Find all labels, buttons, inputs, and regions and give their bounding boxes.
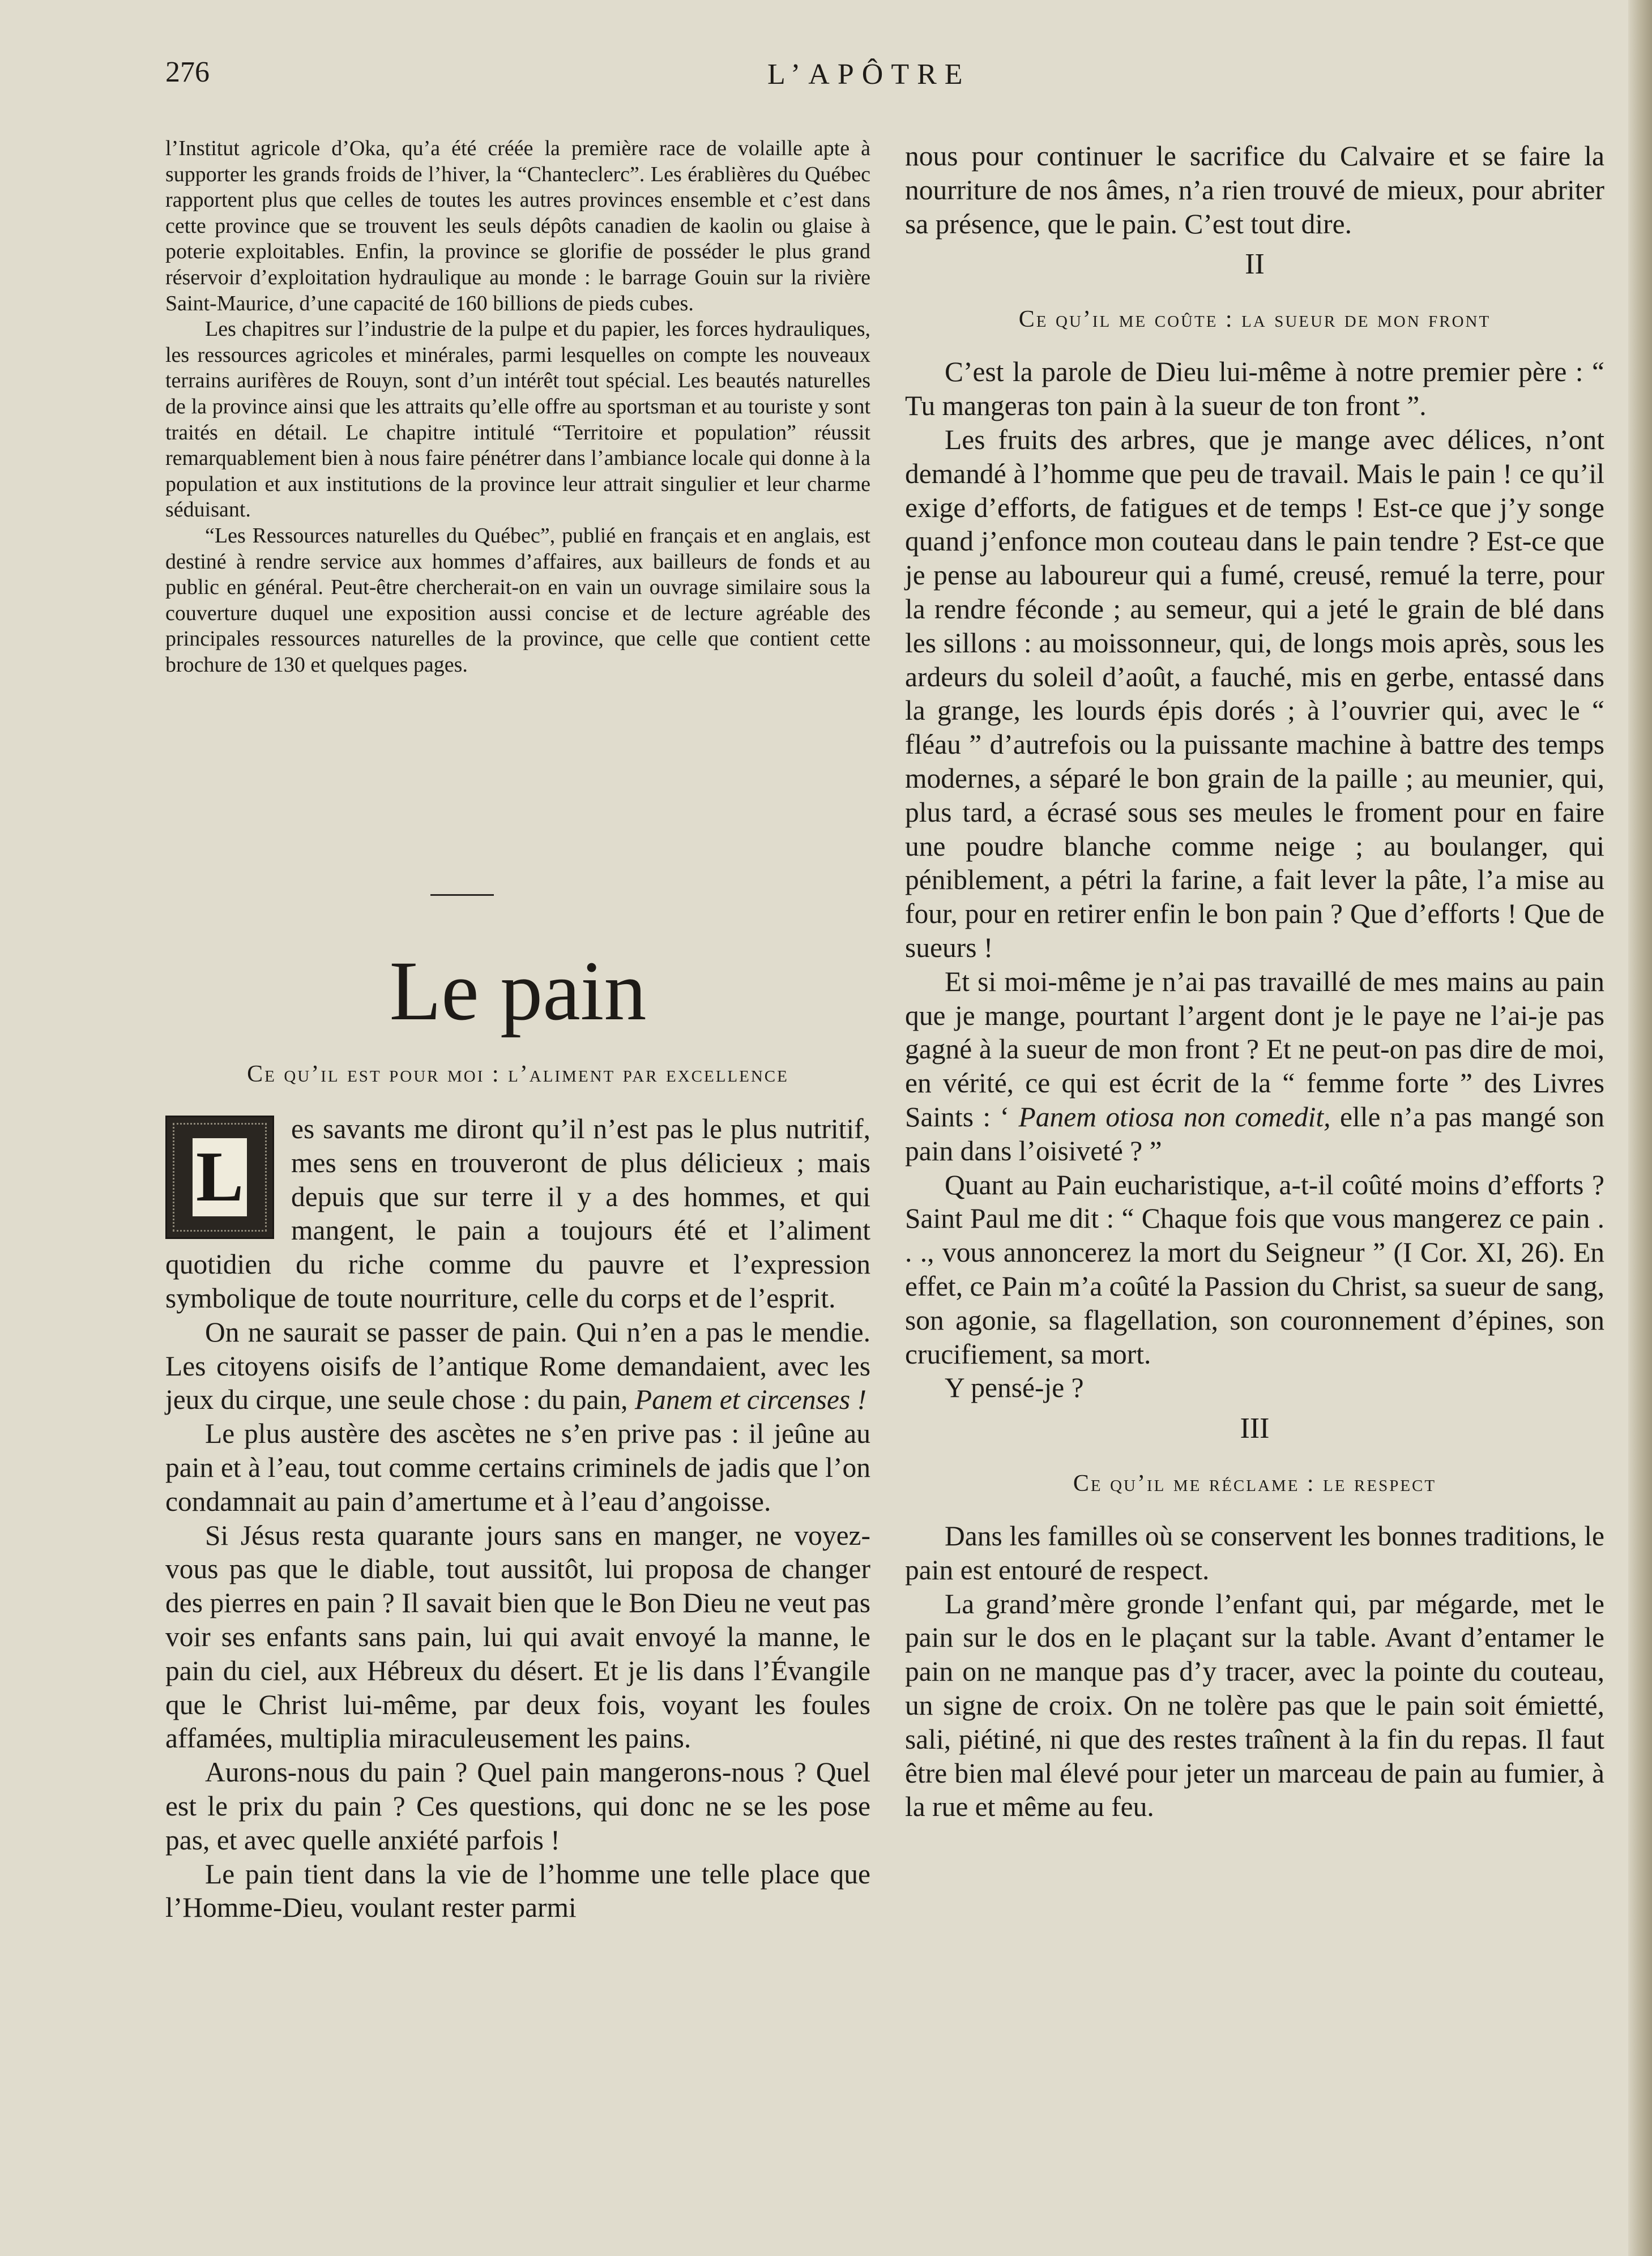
dropcap-ornament — [165, 1116, 274, 1239]
paragraph: Si Jésus resta quarante jours sans en manger, ne voyez-vous pas que le diable, tout aussitôt, lui proposa de changer des pierres en pain ? Il savait bien que le Bon Dieu ne veut pas voir ses enfants sans pain, lui qui avait envoyé la manne, le pain du ciel, aux Hébreux du désert. Et je lis dans l’Évangile que le Christ lui-même, par deux fois, voyant les foules affamées, multiplia miraculeusement les pains. — [165, 1519, 870, 1754]
article-title: Le pain — [389, 944, 647, 1038]
separator-rule — [430, 894, 494, 896]
paragraph: Dans les familles où se conservent les bonnes traditions, le pain est entouré de respect. — [905, 1520, 1604, 1586]
paragraph: Le pain tient dans la vie de l’homme une telle place que l’Homme-Dieu, voulant rester parmi — [165, 1858, 870, 1924]
paragraph: l’Institut agricole d’Oka, qu’a été créée la première race de volaille apte à supporter les grands froids de l’hiver, la “Chanteclerc”. Les érablières du Québec rapportent plus que celles de toutes les autres provinces ensemble et c’est dans cette province que se trouvent les seuls dépôts canadien de kaolin ou glaise à poterie exploitables. Enfin, la province se glorifie de posséder le plus grand réservoir d’exploitation hydraulique au monde : le barrage Gouin sur la rivière Saint-Maurice, d’une capacité de 160 billions de pieds cubes. — [165, 136, 870, 315]
paragraph: “Les Ressources naturelles du Québec”, publié en français et en anglais, est destiné à rendre service aux hommes d’affaires, aux bailleurs de fonds et au public en général. Peut-être chercherait-on en vain un ouvrage similaire sous la couverture duquel une exposition aussi concise et de lecture agréable des principales ressources naturelles de la province, que celle que contient cette brochure de 130 et quelques pages. — [165, 523, 870, 677]
paragraph: Aurons-nous du pain ? Quel pain mangerons-nous ? Quel est le prix du pain ? Ces questions, qui donc ne se les pose pas, et avec quelle anxiété parfois ! — [165, 1757, 870, 1856]
dropcap-letter: L — [193, 1138, 247, 1216]
paragraph: nous pour continuer le sacrifice du Calvaire et se faire la nourriture de nos âmes, n’a rien trouvé de mieux, pour abriter sa présence, que le pain. C’est tout dire. — [905, 140, 1604, 240]
article-left-column — [165, 1059, 870, 1925]
first-paragraph — [165, 1112, 870, 1315]
paragraph: Les fruits des arbres, que je mange avec délices, n’ont demandé à l’homme que peu de travail. Mais le pain ! ce qu’il exige d’efforts, de fatigues et de temps ! Est-ce que j’y songe quand j’enfonce mon couteau dans le pain tendre ? Est-ce que je pense au laboureur qui a fumé, creusé, remué la terre, pour la rendre féconde ; au semeur, qui a jeté le grain de blé dans les sillons : au moissonneur, qui, de longs mois après, sous les ardeurs du soleil d’août, a fauché, mis en gerbe, entassé dans la grange, les lourds épis dorés ; à l’ouvrier qui, avec le “ fléau ” d’autrefois ou la puissante machine à battre des temps modernes, a séparé le bon grain de la paille ; au meunier, qui, plus tard, a écrasé sous ses meules le froment pour en faire une poudre blanche comme neige ; au boulanger, qui péniblement, a pétri la farine, a fait lever la pâte, l’a mise au four, pour en retirer enfin le bon pain ? Que d’efforts ! Que de sueurs ! — [905, 424, 1604, 963]
paragraph-text: Et si moi-même je n’ai pas travaillé de mes mains au pain que je mange, pourtant l’argent dont je le paye ne l’ai-je pas gagné à la sueur de mon front ? Et ne peut-on pas dire de moi, en vérité, ce qui est écrit de la “ femme forte ” des Livres Saints : ‘ — [905, 965, 1604, 1133]
notice-text — [165, 136, 870, 678]
paragraph-text: On ne saurait se passer de pain. Qui n’en a pas le mendie. Les citoyens oisifs de l’antique Rome demandaient, avec les jeux du cirque, une seule chose : du pain, — [165, 1316, 870, 1416]
section-heading: Ce qu’il me réclame : le respect — [1073, 1471, 1437, 1497]
paragraph: Quant au Pain eucharistique, a-t-il coûté moins d’efforts ? Saint Paul me dit : “ Chaque fois que vous mangerez ce pain . . ., vous annoncerez la mort du Seigneur ” (I Cor. XI, 26). En effet, ce Pain m’a coûté la Passion du Christ, sa sueur de sang, son agonie, sa flagellation, son couronnement d’épines, son crucifiement, sa mort. — [905, 1169, 1604, 1370]
first-paragraph-text: es savants me diront qu’il n’est pas le plus nutritif, mes sens en trouveront de plus délicieux ; mais depuis que sur terre il y a des hommes, et qui mangent, le pain a toujours été et l’aliment quotidien du riche comme du pauvre et l’expression symbolique de toute nourriture, celle du corps et de l’esprit. — [165, 1113, 870, 1314]
paragraph: La grand’mère gronde l’enfant qui, par mégarde, met le pain sur le dos en le plaçant sur la table. Avant d’entamer le pain on ne manque pas d’y tracer, avec la pointe du couteau, un signe de croix. On ne tolère pas que le pain soit émietté, sali, piétiné, ni que des restes traînent à la fin du repas. Il faut être bien mal élevé pour jeter un marceau de pain au fumier, à la rue et même au feu. — [905, 1588, 1604, 1823]
paragraph — [165, 1315, 870, 1417]
paragraph: Les chapitres sur l’industrie de la pulpe et du papier, les forces hydrauliques, les ressources agricoles et minérales, parmi lesquelles on compte les nouveaux terrains aurifères de Rouyn, sont d’un intérêt tout spécial. Les beautés naturelles de la province ainsi que les attraits qu’elle offre au sportsman et au touriste y sont traités en détail. Le chapitre intitulé “Territoire et population” réussit remarquablement bien à nous faire pénétrer dans l’ambiance locale qui donne à la population et aux institutions de la province leur attrait singulier et leur charme séduisant. — [165, 317, 870, 522]
latin-quote: Panem et circenses ! — [634, 1384, 867, 1416]
paragraph — [905, 965, 1604, 1168]
article-right-column — [905, 139, 1604, 1824]
section-heading: Ce qu’il est pour moi : l’aliment par excellence — [247, 1061, 789, 1087]
paragraph: C’est la parole de Dieu lui-même à notre premier père : “ Tu mangeras ton pain à la sueur de ton front ”. — [905, 356, 1604, 422]
running-title: L’APÔTRE — [767, 58, 971, 91]
paragraph: Le plus austère des ascètes ne s’en prive pas : il jeûne au pain et à l’eau, tout comme certains criminels de jadis que l’on condamnait au pain d’amertume et à l’eau d’angoisse. — [165, 1418, 870, 1517]
paragraph: Y pensé-je ? — [945, 1372, 1084, 1404]
latin-quote: Panem otiosa non comedit, — [1018, 1101, 1331, 1133]
section-numeral: III — [1240, 1412, 1270, 1445]
section-numeral: II — [1245, 248, 1265, 281]
section-heading: Ce qu’il me coûte : la sueur de mon front — [1018, 306, 1491, 333]
page-number: 276 — [165, 56, 210, 88]
page-edge — [1628, 0, 1652, 2256]
paragraph-text: elle n’a pas mangé son pain dans l’oisiveté ? ” — [905, 1101, 1604, 1167]
